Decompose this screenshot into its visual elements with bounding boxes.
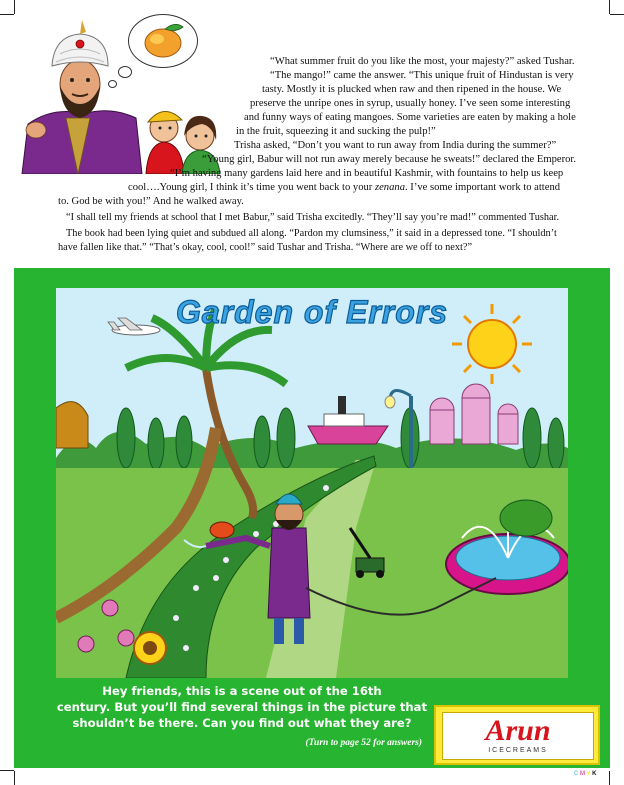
story-line: tasty. Mostly it is plucked when raw and then ripened in the house. We: [262, 84, 562, 95]
story-line: in the fruit, squeezing it and sucking the pulp!”: [236, 126, 436, 137]
thought-bubble-tail: [108, 80, 117, 88]
print-color-marks: [574, 771, 597, 777]
garden-scene: [56, 288, 568, 678]
print-mark-k: K: [592, 771, 597, 777]
puzzle-caption: [56, 678, 428, 758]
story-line: “What summer fruit do you like the most, your majesty?” asked Tushar.: [270, 56, 575, 67]
ad-brand-sub: ICECREAMS: [488, 747, 548, 754]
story-line: The book had been lying quiet and subdued all along. “Pardon my clumsiness,” it said in a depressed tone. “I shouldn’t: [66, 228, 557, 239]
story-line: “Young girl, Babur will not run away merely because he sweats!” declared the Emperor.: [202, 154, 576, 165]
scene-title: Garden of Errors: [175, 294, 449, 330]
arun-icecreams-ad: [434, 705, 600, 765]
story-text: . I’ve some important work to attend: [405, 182, 561, 193]
print-mark-c: C: [574, 771, 579, 777]
crop-mark: [0, 14, 14, 15]
ad-brand-logo: Arun: [485, 714, 551, 747]
story-line: to. God be with you!” And he walked away.: [58, 196, 244, 207]
ad-logo-box: [442, 712, 594, 760]
zenana-word: zenana: [374, 182, 405, 193]
story-line: Trisha asked, “Don’t you want to run away from India during the summer?”: [234, 140, 557, 151]
crop-mark: [14, 771, 15, 785]
caption-line: shouldn’t be there. Can you find out what they are?: [72, 716, 412, 730]
story-line: preserve the unripe ones in syrup, usually honey. I’ve seen some interesting: [250, 98, 571, 109]
thought-bubble-tail: [118, 66, 132, 78]
thought-bubble: [128, 14, 198, 68]
story-line: have fallen like that.” “That’s okay, cool, cool!” said Tushar and Trisha. “Where are we off to next?”: [58, 242, 473, 253]
story-line: “I shall tell my friends at school that I met Babur,” said Trisha excitedly. “They’ll say you’re mad!” commented Tushar.: [66, 212, 560, 223]
crop-mark: [0, 770, 14, 771]
mango-icon: [129, 15, 197, 67]
caption-line: century. But you’ll find several things in the picture that: [56, 700, 428, 714]
garden-illustration: [56, 288, 568, 678]
answer-page-note: (Turn to page 52 for answers): [305, 738, 422, 748]
story-text: cool….Young girl, I think it’s time you went back to your: [128, 182, 375, 193]
print-mark-m: M: [580, 771, 586, 777]
story-line: and funny ways of eating mangoes. Some varieties are eaten by making a hole: [244, 112, 576, 123]
story-line: “The mango!” came the answer. “This unique fruit of Hindustan is very: [270, 70, 574, 81]
crop-mark: [610, 14, 624, 15]
story-line: “I’m having many gardens laid here and in beautiful Kashmir, with fountains to help us keep: [170, 168, 564, 179]
crop-mark: [609, 771, 610, 785]
print-mark-y: Y: [586, 771, 591, 777]
story-line: [128, 182, 560, 194]
crop-mark: [14, 0, 15, 14]
crop-mark: [609, 0, 610, 14]
caption-line: Hey friends, this is a scene out of the 16th: [102, 684, 382, 698]
